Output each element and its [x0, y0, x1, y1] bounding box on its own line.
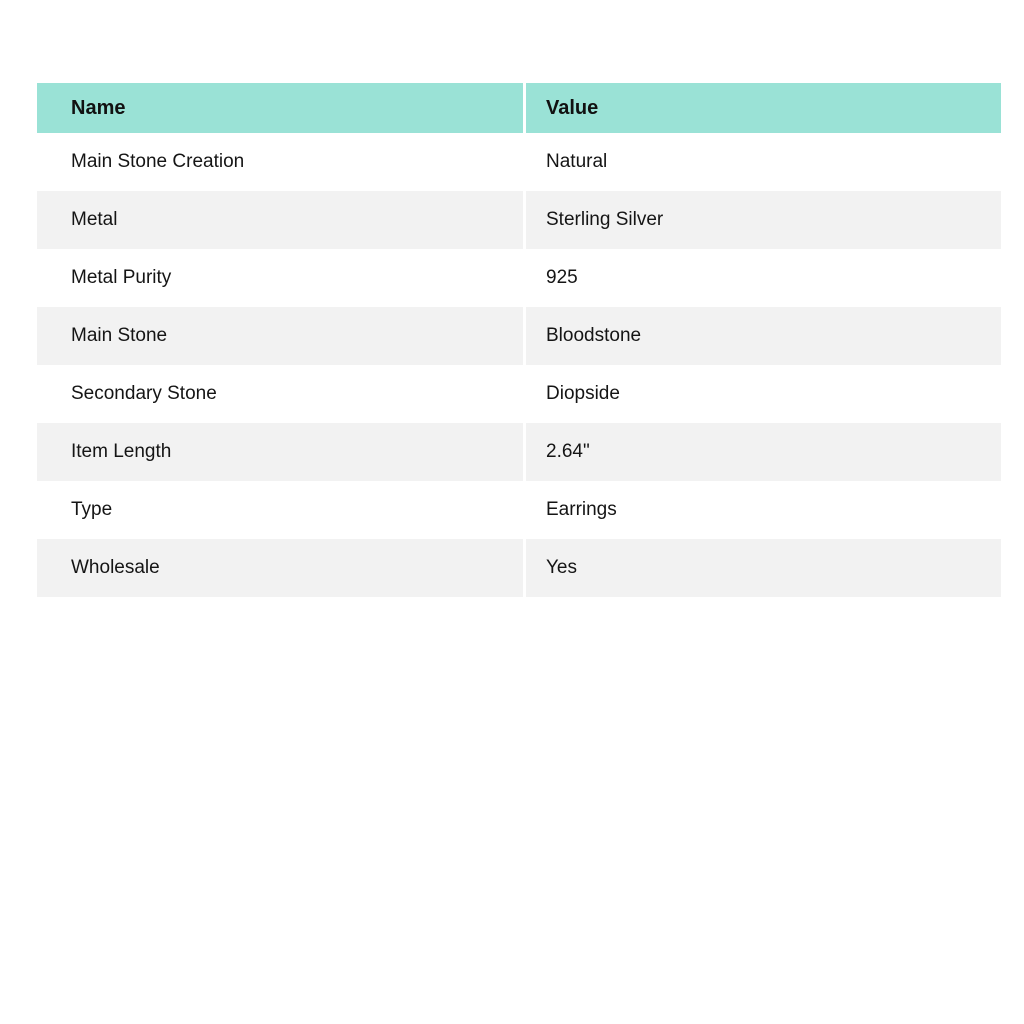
- spec-name-cell: Secondary Stone: [37, 365, 526, 423]
- spec-name-cell: Item Length: [37, 423, 526, 481]
- item-specifics-table: [37, 83, 1001, 597]
- spec-value-cell: Yes: [526, 539, 1001, 597]
- spec-name-cell: Metal Purity: [37, 249, 526, 307]
- spec-value-cell: Earrings: [526, 481, 1001, 539]
- table-row: [37, 539, 1001, 597]
- table-row: [37, 133, 1001, 191]
- spec-value-cell: Bloodstone: [526, 307, 1001, 365]
- table-header-row: [37, 83, 1001, 133]
- table-row: [37, 191, 1001, 249]
- spec-value-cell: Diopside: [526, 365, 1001, 423]
- spec-value-cell: 925: [526, 249, 1001, 307]
- spec-name-cell: Type: [37, 481, 526, 539]
- table-row: [37, 481, 1001, 539]
- column-header-value: Value: [526, 83, 1001, 133]
- spec-name-cell: Metal: [37, 191, 526, 249]
- table-row: [37, 365, 1001, 423]
- spec-name-cell: Main Stone: [37, 307, 526, 365]
- table-row: [37, 307, 1001, 365]
- table-body: [37, 133, 1001, 597]
- column-header-name: Name: [37, 83, 526, 133]
- spec-name-cell: Wholesale: [37, 539, 526, 597]
- spec-value-cell: Sterling Silver: [526, 191, 1001, 249]
- spec-value-cell: 2.64": [526, 423, 1001, 481]
- spec-name-cell: Main Stone Creation: [37, 133, 526, 191]
- table-row: [37, 423, 1001, 481]
- spec-value-cell: Natural: [526, 133, 1001, 191]
- table-row: [37, 249, 1001, 307]
